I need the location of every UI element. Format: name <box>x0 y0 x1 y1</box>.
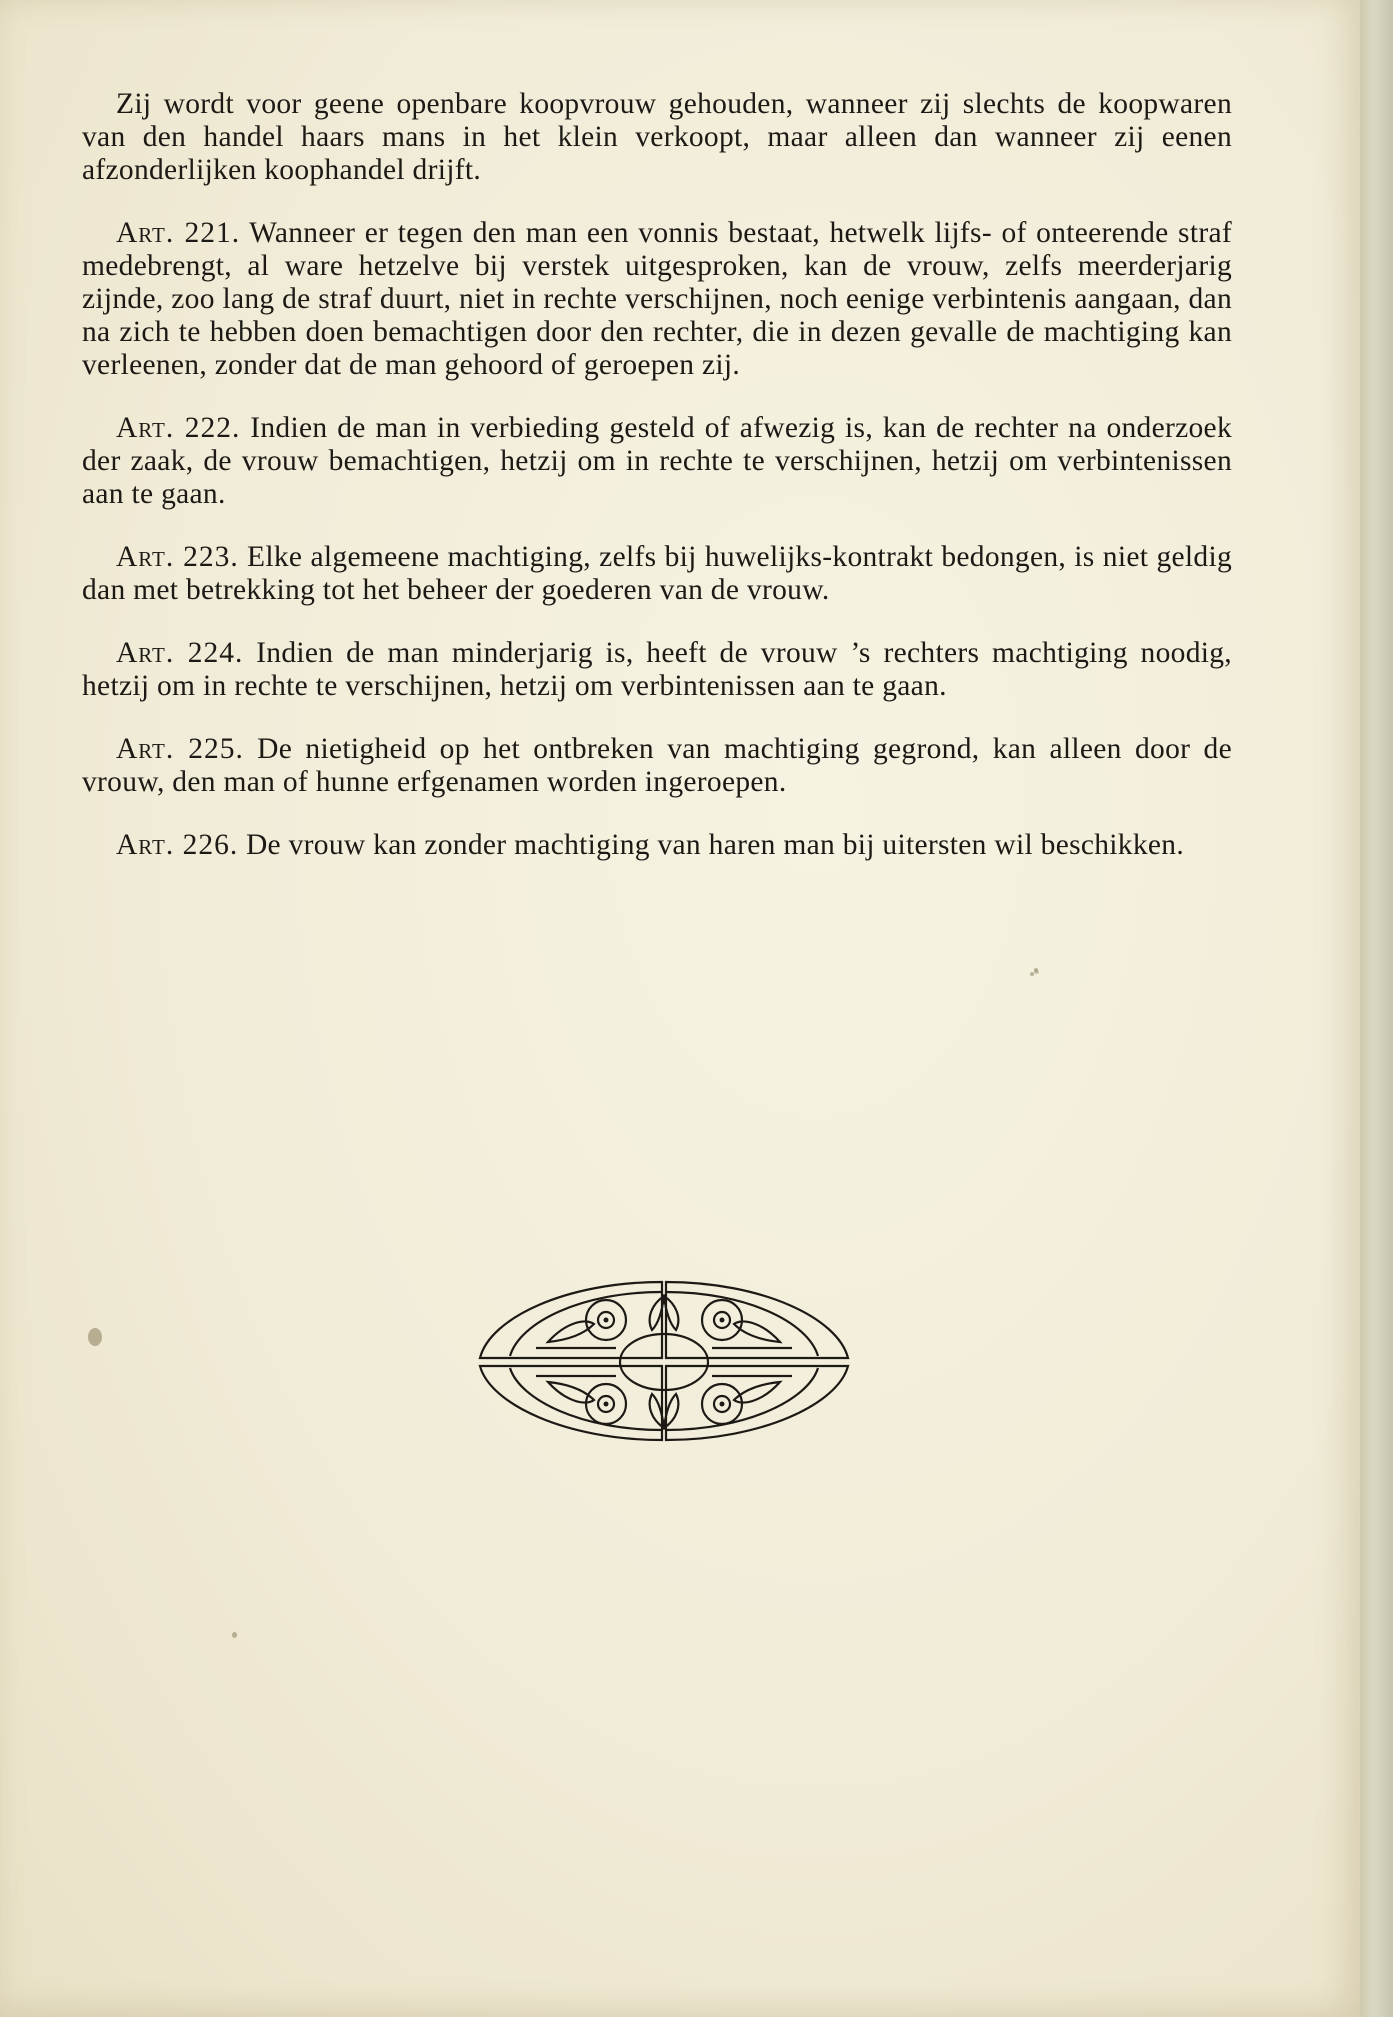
article-226 <box>82 829 1232 862</box>
article-text: Wanneer er tegen den man een vonnis bestaat, hetwelk lijfs- of onteerende straf medebrengt, al ware hetzelve bij verstek uitgesproken, kan de vrouw, zelfs meerderjarig zijnde, zoo lang de straf duurt, niet in rechte verschijnen, noch eenige verbintenis aangaan, dan na zich te hebben doen bemachtigen door den rechter, die in dezen gevalle de machtiging kan verleenen, zonder dat de man gehoord of geroepen zij. <box>82 217 1232 381</box>
article-label: Art. 224. <box>116 637 244 669</box>
oval-floral-ornament-icon <box>476 1278 852 1444</box>
page-edge <box>1360 0 1393 2017</box>
article-224 <box>82 637 1232 703</box>
intro-paragraph: Zij wordt voor geene openbare koopvrouw gehouden, wanneer zij slechts de koopwaren van den handel haars mans in het klein verkoopt, maar alleen dan wanneer zij eenen afzonderlijken koophandel drijft. <box>82 88 1232 186</box>
article-text: Indien de man minderjarig is, heeft de vrouw ’s rechters machtiging noodig, hetzij om in rechte te verschijnen, hetzij om verbintenissen aan te gaan. <box>82 637 1232 702</box>
article-text: Indien de man in verbieding gesteld of afwezig is, kan de rechter na onderzoek der zaak, de vrouw bemachtigen, hetzij om in rechte te verschijnen, hetzij om verbintenissen aan te gaan. <box>82 412 1232 510</box>
paper-speck <box>1034 970 1039 974</box>
article-222 <box>82 412 1232 511</box>
article-label: Art. 223. <box>116 541 239 573</box>
article-label: Art. 222. <box>116 412 241 444</box>
page-text <box>82 88 1232 892</box>
paper-speck <box>232 1632 237 1638</box>
article-225 <box>82 733 1232 799</box>
paper-speck <box>88 1328 102 1346</box>
article-label: Art. 225. <box>116 733 244 765</box>
article-221 <box>82 217 1232 382</box>
article-text: De nietigheid op het ontbreken van machtiging gegrond, kan alleen door de vrouw, den man of hunne erfgenamen worden ingeroepen. <box>82 733 1232 798</box>
article-text: De vrouw kan zonder machtiging van haren man bij uitersten wil beschikken. <box>245 829 1185 861</box>
article-label: Art. 221. <box>116 217 241 249</box>
article-223 <box>82 541 1232 607</box>
article-text: Elke algemeene machtiging, zelfs bij huwelijks-kontrakt bedongen, is niet geldig dan met betrekking tot het beheer der goederen van de vrouw. <box>82 541 1232 606</box>
article-label: Art. 226. <box>116 829 239 861</box>
